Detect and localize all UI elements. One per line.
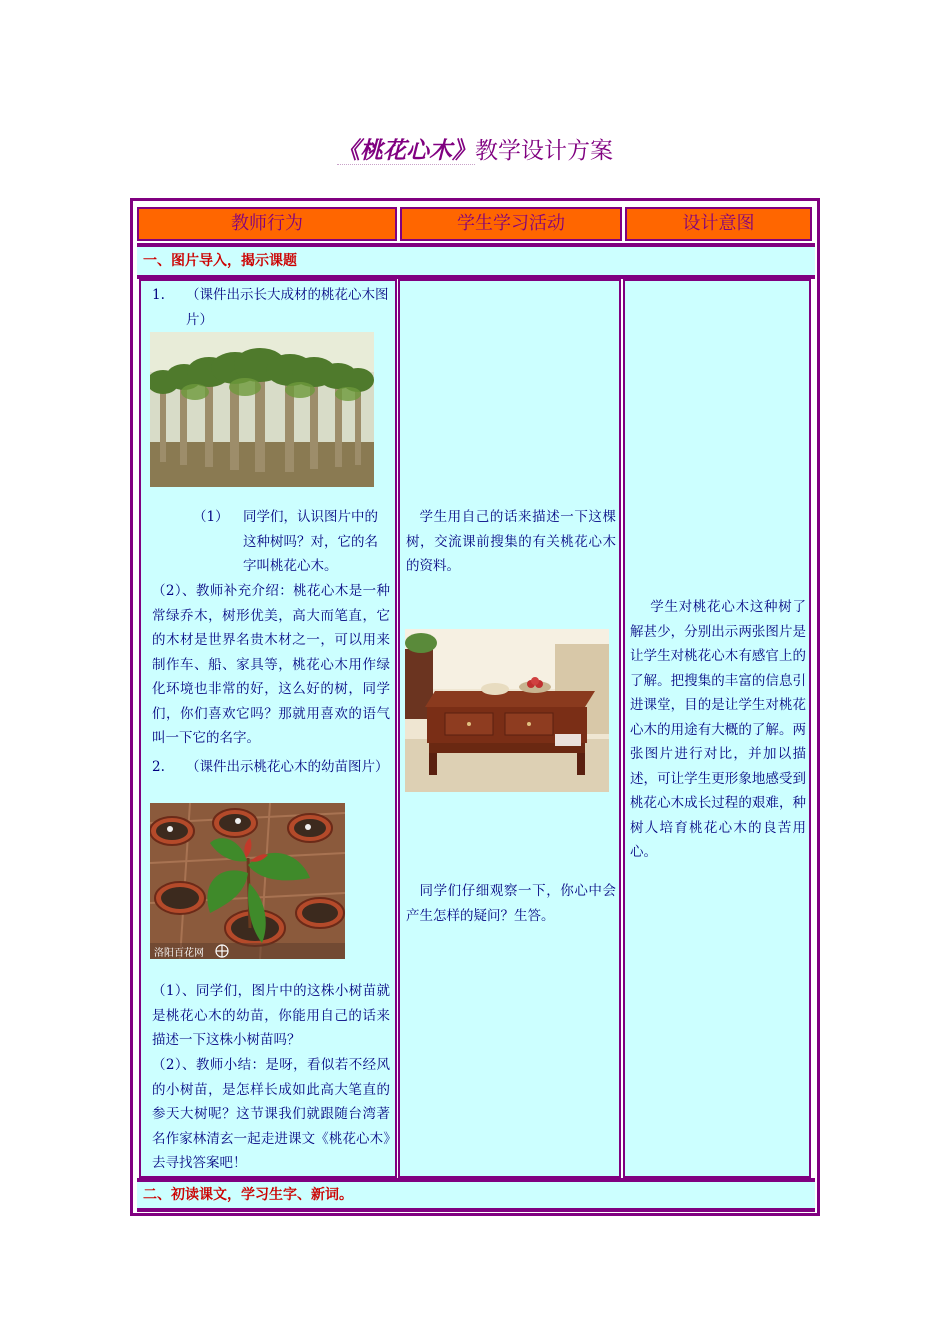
header-intent: 设计意图	[625, 207, 812, 241]
teacher-item1-sub2-text: （2）、教师补充介绍：桃花心木是一种常绿乔木，树形优美，高大而笔直，它的木材是世界名贵木材之一，可以用来制作车、船、家具等，桃花心木用作绿化环境也非常的好，这么好的树，同学们，你们喜欢它吗？那就用喜欢的语气叫一下它的名字。	[152, 583, 390, 746]
header-teacher: 教师行为	[137, 207, 397, 241]
intent-paragraph: 学生对桃花心木这种树了解甚少，分别出示两张图片是让学生对桃花心木有感官上的了解。把搜集的丰富的信息引进课堂，目的是让学生对桃花心木的用途有大概的了解。两张图片进行对比，并加以描述，可让学生更形象地感受到桃花心木成长过程的艰难，种树人培育桃花心木的良苦用心。	[630, 599, 806, 860]
seedling-photo	[150, 803, 345, 959]
student-paragraph-2: 同学们仔细观察一下，你心中会产生怎样的疑问？生答。	[406, 883, 616, 924]
teacher-item2-sub1-text: （1）、同学们，图片中的这株小树苗就是桃花心木的幼苗，你能用自己的话来描述一下这株小树苗吗？	[152, 983, 390, 1048]
seedling-watermark: 洛阳百花网	[154, 948, 204, 959]
header-student: 学生学习活动	[400, 207, 622, 241]
trees-photo	[150, 332, 374, 487]
teacher-item2-text: （课件出示桃花心木的幼苗图片）	[186, 759, 389, 775]
teacher-item1-sub1-num: （1）	[193, 509, 229, 525]
teacher-item1-sub1-text: 同学们，认识图片中的这种树吗？对，它的名字叫桃花心木。	[243, 509, 378, 574]
title-italic: 《桃花心木》	[337, 137, 475, 164]
student-paragraph-1: 学生用自己的话来描述一下这棵树，交流课前搜集的有关桃花心木的资料。	[406, 509, 616, 574]
teacher-item1-text: （课件出示长大成材的桃花心木图片）	[186, 287, 389, 328]
section-1-heading: 一、图片导入，揭示课题	[137, 243, 815, 279]
title-rest: 教学设计方案	[475, 138, 613, 164]
teacher-item1-num: 1.	[152, 287, 165, 303]
furniture-photo	[405, 629, 609, 792]
teacher-item2-num: 2.	[152, 759, 165, 775]
page-title	[0, 132, 950, 165]
teacher-item2-sub2-text: （2）、教师小结：是呀，看似若不经风的小树苗，是怎样长成如此高大笔直的参天大树呢？这节课我们就跟随台湾著名作家林清玄一起走进课文《桃花心木》去寻找答案吧！	[152, 1057, 390, 1171]
section-2-heading: 二、初读课文，学习生字、新词。	[137, 1178, 815, 1212]
